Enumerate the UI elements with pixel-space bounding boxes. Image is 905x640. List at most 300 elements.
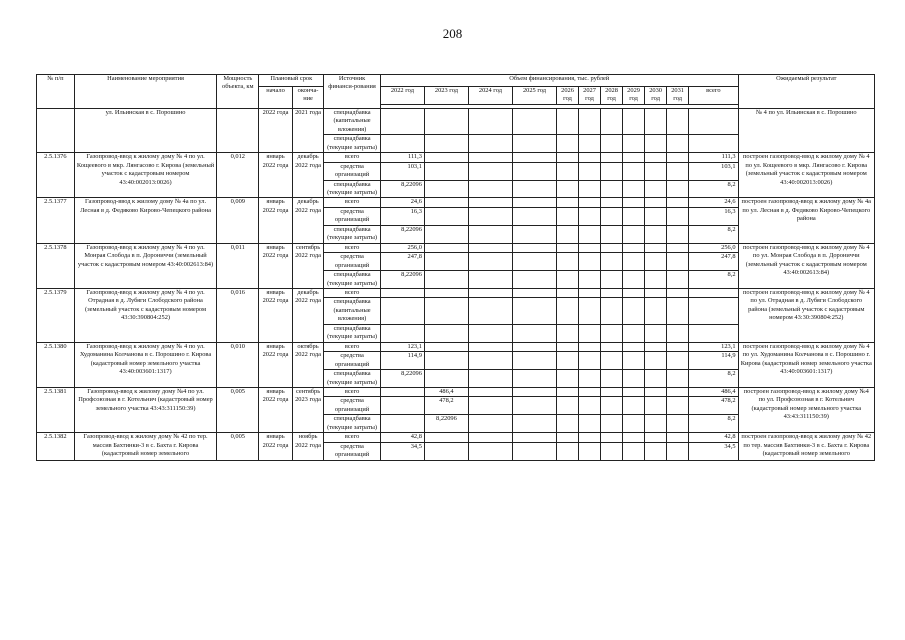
year-value — [512, 370, 556, 388]
table-header — [37, 75, 875, 109]
funding-source: всего — [324, 387, 381, 396]
page-number: 208 — [442, 26, 463, 41]
total-value: 24,6 — [689, 198, 738, 207]
header-year: 2026 год — [557, 87, 579, 105]
year-value — [667, 433, 689, 442]
year-value — [557, 271, 579, 289]
year-value — [512, 415, 556, 433]
item-capacity: 0,010 — [217, 342, 259, 387]
year-value — [601, 352, 623, 370]
header-volume: Объем финансирования, тыс. рублей — [380, 75, 738, 87]
funding-source: спецнадбавка (текущие затраты) — [324, 135, 381, 153]
year-value — [579, 243, 601, 252]
item-name: Газопровод-ввод к жилому дому № 4 по ул. Худоманина Колчанова в с. Порошино г. Кирова (кадастровый номер земельного участка 43:40:003601:1317) — [74, 342, 217, 387]
year-value — [579, 298, 601, 324]
year-value — [601, 225, 623, 243]
header-year: 2024 год — [468, 87, 512, 105]
year-value — [645, 415, 667, 433]
total-value: 8,2 — [689, 271, 738, 289]
year-value — [424, 198, 468, 207]
year-value — [645, 108, 667, 134]
funding-source: спецнадбавка (капитальные вложения) — [324, 108, 381, 134]
year-value — [623, 271, 645, 289]
year-value — [424, 352, 468, 370]
year-value — [579, 433, 601, 442]
item-capacity: 0,009 — [217, 198, 259, 243]
year-value — [557, 298, 579, 324]
year-value — [424, 243, 468, 252]
total-value — [689, 108, 738, 134]
year-value — [468, 198, 512, 207]
year-value — [667, 324, 689, 342]
year-value: 111,3 — [380, 153, 424, 162]
year-value — [623, 108, 645, 134]
year-value — [579, 180, 601, 198]
year-value — [424, 135, 468, 153]
year-value — [424, 108, 468, 134]
year-value — [667, 298, 689, 324]
year-value — [579, 135, 601, 153]
year-value — [579, 253, 601, 271]
funding-source: спецнадбавка (текущие затраты) — [324, 370, 381, 388]
year-value — [667, 135, 689, 153]
year-value — [512, 298, 556, 324]
year-value — [601, 271, 623, 289]
header-total: всего — [689, 87, 738, 105]
funding-source: всего — [324, 433, 381, 442]
year-value — [380, 387, 424, 396]
header-term-end: оконча-ние — [292, 87, 323, 109]
year-value — [579, 198, 601, 207]
year-value — [468, 324, 512, 342]
header-year: 2027 год — [579, 87, 601, 105]
year-value — [557, 342, 579, 351]
expected-result: № 4 по ул. Ильинская в с. Порошино — [738, 108, 874, 152]
expected-result: построен газопровод-ввод к жилому дому № 42 по тер. массив Бахтинки-3 в с. Бахта г. Кирова (кадастровый номер земельного — [738, 433, 874, 460]
year-value — [512, 225, 556, 243]
year-value — [468, 135, 512, 153]
year-value — [512, 135, 556, 153]
header-year: 2023 год — [424, 87, 468, 105]
year-value — [557, 135, 579, 153]
year-value — [380, 108, 424, 134]
year-value — [623, 225, 645, 243]
year-value — [601, 243, 623, 252]
funding-source: средства организаций — [324, 207, 381, 225]
year-value — [424, 271, 468, 289]
financing-table — [36, 74, 875, 461]
year-value — [645, 225, 667, 243]
year-value — [512, 342, 556, 351]
year-value — [579, 370, 601, 388]
header-year: 2031 год — [667, 87, 689, 105]
year-value — [601, 442, 623, 460]
year-value — [557, 387, 579, 396]
expected-result: построен газопровод-ввод к жилому дому № 4 по ул. Монрая Слобода в п. Дорониччи (земельный участок с кадастровым номером 43:40:002613:84) — [738, 243, 874, 288]
year-value — [557, 153, 579, 162]
year-value — [557, 370, 579, 388]
expected-result: построен газопровод-ввод к жилому дому № 4 по ул. Отрадная в д. Лубяги Слободского района (земельный участок с кадастровым номером 43:30:390804:252) — [738, 288, 874, 342]
year-value: 256,0 — [380, 243, 424, 252]
funding-source: средства организаций — [324, 253, 381, 271]
year-value — [623, 253, 645, 271]
total-value — [689, 298, 738, 324]
funding-source: всего — [324, 288, 381, 297]
year-value — [557, 207, 579, 225]
year-value: 8,22096 — [424, 415, 468, 433]
year-value — [468, 243, 512, 252]
year-value — [512, 288, 556, 297]
header-term-start: начало — [259, 87, 293, 109]
year-value: 114,9 — [380, 352, 424, 370]
year-value — [645, 433, 667, 442]
table-row — [37, 153, 875, 162]
year-value — [512, 433, 556, 442]
funding-source: спецнадбавка (текущие затраты) — [324, 415, 381, 433]
item-capacity — [217, 108, 259, 152]
year-value — [424, 162, 468, 180]
term-end: декабрь 2022 года — [292, 153, 323, 198]
year-value — [468, 180, 512, 198]
year-value — [512, 207, 556, 225]
year-value — [645, 442, 667, 460]
item-capacity: 0,005 — [217, 387, 259, 432]
item-name: ул. Ильинская в с. Порошино — [74, 108, 217, 152]
year-value — [601, 370, 623, 388]
year-value — [667, 352, 689, 370]
year-value — [468, 108, 512, 134]
funding-source: средства организаций — [324, 352, 381, 370]
year-value — [579, 342, 601, 351]
year-value — [468, 288, 512, 297]
year-value — [667, 253, 689, 271]
year-value — [512, 324, 556, 342]
total-value: 111,3 — [689, 153, 738, 162]
year-value — [424, 253, 468, 271]
year-value — [601, 207, 623, 225]
year-value — [468, 352, 512, 370]
table-row — [37, 198, 875, 207]
year-value — [623, 180, 645, 198]
year-value — [512, 198, 556, 207]
year-value — [623, 387, 645, 396]
item-number: 2.5.1379 — [37, 288, 75, 342]
year-value — [557, 225, 579, 243]
year-value — [557, 397, 579, 415]
year-value — [623, 207, 645, 225]
funding-source: всего — [324, 342, 381, 351]
funding-source: всего — [324, 243, 381, 252]
year-value — [424, 442, 468, 460]
year-value — [645, 387, 667, 396]
funding-source: спецнадбавка (текущие затраты) — [324, 225, 381, 243]
year-value — [667, 271, 689, 289]
item-number: 2.5.1377 — [37, 198, 75, 243]
year-value — [512, 153, 556, 162]
year-value — [468, 298, 512, 324]
year-value — [645, 207, 667, 225]
term-end: 2021 года — [292, 108, 323, 152]
term-start: январь 2022 года — [259, 342, 293, 387]
header-term: Плановый срок — [259, 75, 324, 87]
term-start: январь 2022 года — [259, 288, 293, 342]
year-value — [424, 342, 468, 351]
year-value — [468, 442, 512, 460]
year-value — [601, 180, 623, 198]
year-value — [601, 198, 623, 207]
year-value — [667, 207, 689, 225]
header-result: Ожидаемый результат — [738, 75, 874, 109]
term-start: январь 2022 года — [259, 153, 293, 198]
year-value: 247,8 — [380, 253, 424, 271]
year-value — [623, 243, 645, 252]
year-value — [667, 387, 689, 396]
year-value — [623, 288, 645, 297]
year-value — [557, 108, 579, 134]
funding-source: всего — [324, 198, 381, 207]
year-value — [601, 324, 623, 342]
total-value: 42,8 — [689, 433, 738, 442]
year-value — [468, 415, 512, 433]
term-end: ноябрь 2022 года — [292, 433, 323, 460]
year-value — [468, 271, 512, 289]
year-value — [468, 397, 512, 415]
year-value — [645, 271, 667, 289]
term-start: январь 2022 года — [259, 243, 293, 288]
year-value — [468, 342, 512, 351]
header-year: 2022 год — [380, 87, 424, 105]
year-value — [579, 324, 601, 342]
year-value — [645, 243, 667, 252]
year-value: 16,3 — [380, 207, 424, 225]
year-value — [557, 198, 579, 207]
year-value — [579, 415, 601, 433]
expected-result: построен газопровод-ввод к жилому дому № 4 по ул. Худоманина Колчанова в с. Порошино г. Кирова (кадастровый номер земельного участка 43:40:003601:1317) — [738, 342, 874, 387]
year-value — [667, 198, 689, 207]
total-value: 486,4 — [689, 387, 738, 396]
year-value — [645, 135, 667, 153]
year-value — [468, 253, 512, 271]
year-value — [623, 370, 645, 388]
page-bottom-margin — [0, 593, 905, 640]
header-num: № п/п — [37, 75, 75, 109]
item-capacity: 0,005 — [217, 433, 259, 460]
year-value — [667, 442, 689, 460]
year-value — [623, 442, 645, 460]
expected-result: построен газопровод-ввод к жилому дому № 4а по ул. Лесная в д. Федяково Кирово-Чепецкого района — [738, 198, 874, 243]
item-name: Газопровод-ввод к жилому дому № 4а по ул. Лесная в д. Федяково Кирово-Чепецкого района — [74, 198, 217, 243]
year-value — [512, 108, 556, 134]
year-value — [380, 324, 424, 342]
year-value — [623, 415, 645, 433]
year-value — [601, 253, 623, 271]
year-value: 24,6 — [380, 198, 424, 207]
year-value — [512, 442, 556, 460]
item-number: 2.5.1376 — [37, 153, 75, 198]
year-value — [645, 180, 667, 198]
header-capacity: Мощность объекта, км — [217, 75, 259, 109]
table-row — [37, 243, 875, 252]
year-value — [645, 198, 667, 207]
item-capacity: 0,011 — [217, 243, 259, 288]
term-end: декабрь 2022 года — [292, 288, 323, 342]
item-number: 2.5.1380 — [37, 342, 75, 387]
year-value — [623, 198, 645, 207]
year-value — [557, 433, 579, 442]
header-year: 2029 год — [623, 87, 645, 105]
year-value — [468, 225, 512, 243]
funding-source: средства организаций — [324, 397, 381, 415]
funding-source: средства организаций — [324, 442, 381, 460]
item-number: 2.5.1378 — [37, 243, 75, 288]
year-value: 42,8 — [380, 433, 424, 442]
total-value: 123,1 — [689, 342, 738, 351]
year-value — [380, 288, 424, 297]
year-value — [601, 153, 623, 162]
year-value — [579, 288, 601, 297]
year-value — [557, 243, 579, 252]
header-year: 2028 год — [601, 87, 623, 105]
table-row — [37, 108, 875, 134]
total-value: 16,3 — [689, 207, 738, 225]
item-name: Газопровод-ввод к жилому дому № 4 по ул. Монрая Слобода в п. Дорониччи (земельный участок с кадастровым номером 43:40:002613:84) — [74, 243, 217, 288]
year-value — [623, 352, 645, 370]
year-value — [380, 135, 424, 153]
year-value — [512, 180, 556, 198]
year-value — [380, 298, 424, 324]
year-value — [645, 162, 667, 180]
total-value: 8,2 — [689, 415, 738, 433]
item-capacity: 0,012 — [217, 153, 259, 198]
term-start: январь 2022 года — [259, 387, 293, 432]
term-start: 2022 года — [259, 108, 293, 152]
item-name: Газопровод-ввод к жилому дому № 42 по тер. массив Бахтинки-3 в с. Бахта г. Кирова (кадастровый номер земельного — [74, 433, 217, 460]
year-value — [645, 153, 667, 162]
total-value — [689, 288, 738, 297]
expected-result: построен газопровод-ввод к жилому дому №4 по ул. Профсоюзная в г. Котельнич (кадастровый номер земельного участка 43:43:311150:39) — [738, 387, 874, 432]
year-value: 486,4 — [424, 387, 468, 396]
item-number: 2.5.1382 — [37, 433, 75, 460]
year-value — [512, 162, 556, 180]
year-value — [579, 207, 601, 225]
table-row — [37, 288, 875, 297]
year-value — [667, 415, 689, 433]
total-value: 478,2 — [689, 397, 738, 415]
item-name: Газопровод-ввод к жилому дому №4 по ул. Профсоюзная в г. Котельнич (кадастровый номер земельного участка 43:43:311150:39) — [74, 387, 217, 432]
year-value — [601, 397, 623, 415]
year-value — [623, 153, 645, 162]
year-value — [468, 162, 512, 180]
year-value — [468, 433, 512, 442]
expected-result: построен газопровод-ввод к жилому дому № 4 по ул. Кощеевого в мкр. Лянгасово г. Кирова (земельный участок с кадастровым номером 43:40:002013:0026) — [738, 153, 874, 198]
table-body — [37, 108, 875, 460]
year-value — [645, 397, 667, 415]
year-value — [557, 288, 579, 297]
year-value — [645, 370, 667, 388]
year-value — [512, 397, 556, 415]
term-end: сентябрь 2022 года — [292, 243, 323, 288]
year-value — [667, 370, 689, 388]
year-value — [645, 253, 667, 271]
item-name: Газопровод-ввод к жилому дому № 4 по ул. Отрадная в д. Лубяги Слободского района (земельный участок с кадастровым номером 43:30:390804:252) — [74, 288, 217, 342]
year-value — [557, 352, 579, 370]
year-value — [623, 135, 645, 153]
item-number — [37, 108, 75, 152]
funding-source: средства организаций — [324, 162, 381, 180]
funding-source: всего — [324, 153, 381, 162]
year-value — [601, 387, 623, 396]
year-value — [601, 135, 623, 153]
year-value: 8,22096 — [380, 370, 424, 388]
total-value: 34,5 — [689, 442, 738, 460]
year-value: 8,22096 — [380, 271, 424, 289]
term-end: декабрь 2022 года — [292, 198, 323, 243]
year-value — [579, 162, 601, 180]
year-value — [667, 342, 689, 351]
year-value — [424, 324, 468, 342]
year-value — [645, 298, 667, 324]
item-capacity: 0,016 — [217, 288, 259, 342]
year-value — [579, 225, 601, 243]
header-year: 2030 год — [645, 87, 667, 105]
header-name: Наименование мероприятия — [74, 75, 217, 109]
year-value — [667, 108, 689, 134]
term-start: январь 2022 года — [259, 433, 293, 460]
year-value — [579, 397, 601, 415]
year-value — [557, 415, 579, 433]
year-value — [512, 253, 556, 271]
year-value — [667, 243, 689, 252]
year-value — [468, 153, 512, 162]
total-value: 256,0 — [689, 243, 738, 252]
year-value — [424, 153, 468, 162]
term-end: сентябрь 2023 года — [292, 387, 323, 432]
total-value: 8,2 — [689, 225, 738, 243]
year-value — [424, 207, 468, 225]
year-value — [512, 271, 556, 289]
funding-source: спецнадбавка (капитальные вложения) — [324, 298, 381, 324]
year-value — [512, 352, 556, 370]
year-value — [601, 342, 623, 351]
year-value — [512, 387, 556, 396]
year-value — [579, 442, 601, 460]
year-value — [579, 271, 601, 289]
year-value — [645, 324, 667, 342]
year-value — [380, 415, 424, 433]
year-value — [667, 288, 689, 297]
year-value — [557, 324, 579, 342]
header-year: 2025 год — [512, 87, 556, 105]
year-value — [579, 352, 601, 370]
funding-source: спецнадбавка (текущие затраты) — [324, 324, 381, 342]
year-value — [579, 153, 601, 162]
year-value — [623, 433, 645, 442]
year-value — [623, 298, 645, 324]
year-value: 8,22096 — [380, 225, 424, 243]
year-value — [512, 243, 556, 252]
year-value — [601, 162, 623, 180]
year-value — [623, 342, 645, 351]
year-value — [424, 433, 468, 442]
year-value — [468, 387, 512, 396]
total-value: 8,2 — [689, 370, 738, 388]
year-value — [468, 370, 512, 388]
year-value: 123,1 — [380, 342, 424, 351]
year-value — [667, 397, 689, 415]
year-value — [601, 108, 623, 134]
year-value — [557, 442, 579, 460]
funding-source: спецнадбавка (текущие затраты) — [324, 271, 381, 289]
